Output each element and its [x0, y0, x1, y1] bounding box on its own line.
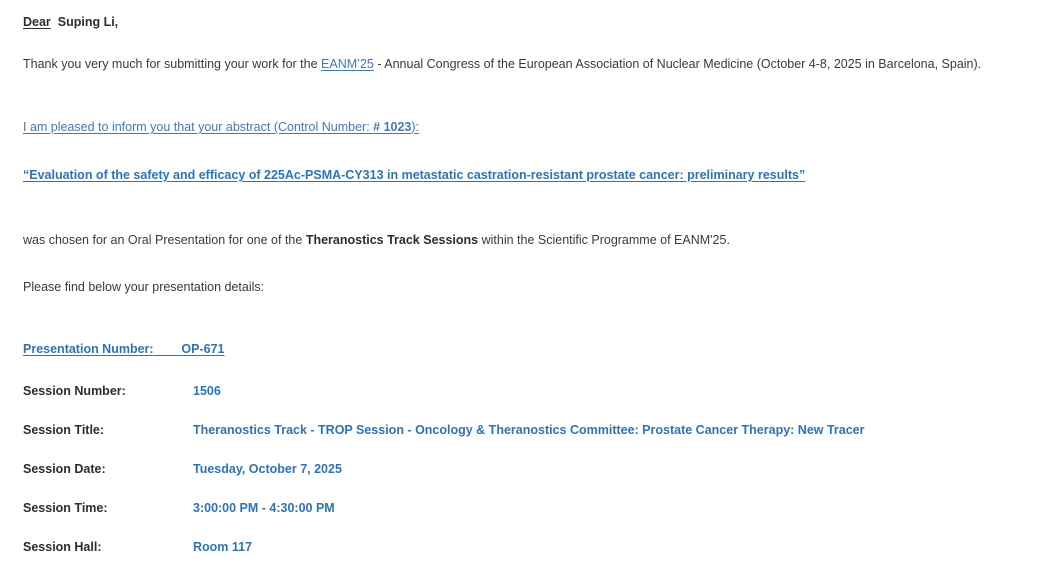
chosen-text-before: was chosen for an Oral Presentation for one of the: [23, 233, 306, 247]
eanm25-link[interactable]: EANM’25: [321, 57, 374, 71]
pleased-paragraph: [23, 119, 1050, 135]
track-sessions-emphasis: Theranostics Track Sessions: [305, 233, 479, 247]
session-title-row: [23, 422, 1050, 438]
session-hall-value: Room 117: [193, 540, 253, 554]
session-date-value: Tuesday, October 7, 2025: [193, 462, 342, 476]
recipient-name: Suping Li,: [50, 15, 119, 29]
thanks-text-after: - Annual Congress of the European Association of Nuclear Medicine (October 4-8, 2025 in Barcelona, Spain).: [373, 57, 982, 71]
pleased-text-before: I am pleased to inform you that your abstract (Control Number:: [23, 120, 374, 134]
session-time-label: Session Time:: [23, 501, 108, 515]
abstract-title: “Evaluation of the safety and efficacy of 225Ac-PSMA-CY313 in metastatic castration-resistant prostate cancer: preliminary results”: [23, 168, 806, 182]
session-hall-label: Session Hall:: [23, 540, 102, 554]
control-number: # 1023: [373, 120, 412, 134]
session-title-label: Session Title:: [23, 423, 105, 437]
session-title-value: Theranostics Track - TROP Session - Oncology & Theranostics Committee: Prostate Cancer Therapy: New Tracer: [193, 423, 865, 437]
session-time-row: [23, 500, 1050, 516]
greeting-salutation: Dear: [23, 15, 51, 29]
chosen-paragraph: [23, 232, 1050, 248]
session-number-label: Session Number:: [23, 384, 126, 398]
session-number-row: [23, 383, 1050, 399]
presentation-number-gap: [154, 342, 182, 356]
pleased-text-after: ):: [411, 120, 420, 134]
session-date-label: Session Date:: [23, 462, 106, 476]
session-number-value: 1506: [193, 384, 221, 398]
session-hall-row: [23, 539, 1050, 555]
presentation-number-line: [23, 341, 1050, 357]
chosen-text-after: within the Scientific Programme of EANM'25.: [478, 233, 730, 247]
thanks-text-before: Thank you very much for submitting your work for the: [23, 57, 322, 71]
session-time-value: 3:00:00 PM - 4:30:00 PM: [193, 501, 335, 515]
greeting-line: [23, 14, 1050, 30]
presentation-number-label: Presentation Number:: [23, 342, 154, 356]
presentation-number-value: OP-671: [181, 342, 225, 356]
thanks-paragraph: [23, 56, 1050, 72]
session-date-row: [23, 461, 1050, 477]
details-intro: Please find below your presentation details:: [23, 280, 265, 294]
